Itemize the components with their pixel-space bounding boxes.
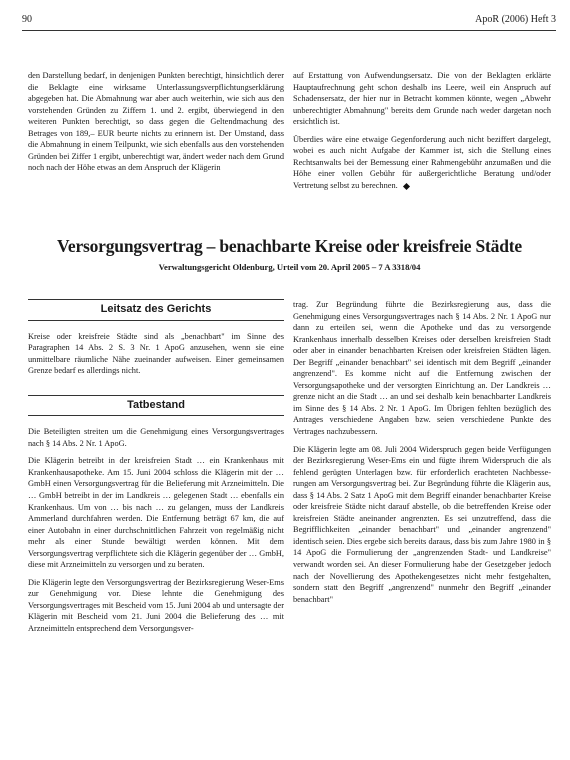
journal-running-head: ApoR (2006) Heft 3: [475, 14, 556, 25]
paragraph: den Darstellung bedarf, in denjenigen Punkten berechtigt, hinsichtlich derer die Beklagte eine wirksame Unterlassungsverpflichtungserklärung abgegeben hat. Die Abmahnung war aber auch weiterhin, wie sich aus den vorstehenden Gründen zu Ziffern 1. und 2. ergibt, überwiegend in den weiteren Punkten berechtigt, so dass gegen die Geltendmachung des Betrages von 189,– EUR beurte nichts zu erinnern ist. Der Umstand, dass die Abmahnung in einem Teilpunkt, wie sich ebenfalls aus den vorstehenden Gründen bei Ziffer 1 ergibt, unberechtigt war, ändert weder nach dem Grund noch nach der Höhe etwas an dem Anspruch der Klägerin: [28, 71, 284, 173]
article-title: Versorgungsvertrag – benachbarte Kreise oder kreisfreie Städte: [57, 236, 522, 256]
page-header: [22, 14, 556, 30]
paragraph-text: Überdies wäre eine etwaige Gegenforderung auch nicht beziffert dargelegt, wobei es auch nicht Aufgabe der Kammer ist, sich die Stellung eines Rechtsanwalts bei der Bemessung einer Rahmengebühr anzumaßen und die Höhe einer vollen Gebühr für außergerichtliche Beratung und/oder Vertretung selbst zu berechnen.: [293, 134, 551, 190]
previous-article-left-column: [28, 70, 284, 180]
paragraph: Kreise oder kreisfreie Städte sind als „benachbart" im Sinne des Paragraphen 14 Abs. 2 S. 3 Nr. 1 ApoG anzusehen, wenn sie eine unmittelbare räumliche Nähe zueinander aufweisen. Einer gemeinsamen Grenze bedarf es allerdings nicht.: [28, 331, 284, 376]
page-number: 90: [22, 14, 32, 25]
paragraph: Die Klägerin legte am 08. Juli 2004 Widerspruch gegen beide Verfügungen der Bezirksregierung Weser-Ems ein und fügte ihrem Widerspruch die als fehlend gerügten Unterlagen bzw. für erforderlich erachteten Nachbesserungen am Versorgungsvertrag bei. Zur Begründung führte die Klägerin aus, dass § 14 Abs. 2 Satz 1 ApoG mit dem Begriff einander benachbarter Kreise oder kreisfreie Städte nicht darauf abstelle, ob die betreffenden Kreise oder kreisfreien Städte aneinander angrenzten. Es sei unzutreffend, dass die Begrifflichkeiten „einander benachbart" und „einander angrenzend" identisch seien. Dies ergebe sich bereits daraus, dass bis zum Jahre 1980 in § 14 ApoG die Formulierung der „angrenzenden Stadt- und Landkreise" verwandt worden sei. An dieser Formulierung habe der Gesetzgeber jedoch nach der Novellierung des Apothekengesetzes nicht mehr festgehalten, sondern statt den Begriff „angrenzend" nunmehr den Begriff „einander benachbart": [293, 444, 551, 604]
paragraph-last: [293, 134, 551, 192]
paragraph: Die Klägerin legte den Versorgungsvertrag der Bezirksregierung Weser-Ems zur Genehmigung vor. Diese lehnte die Genehmigung des Versorgungsvertrages mit Bescheid vom 15. Juni 2004 ab und untersagte der Klägerin mit Bescheid vom 21. Juni 2004 die Belieferung des … mit Arzneimitteln entsprechend dem Versorgungsver-: [28, 577, 284, 634]
section-heading-tatbestand: Tatbestand: [28, 395, 284, 417]
paragraph: auf Erstattung von Aufwendungsersatz. Die von der Beklagten erklärte Hauptaufrechnung geht schon deshalb ins Leere, weil ein Anspruch auf Schadensersatz, der hier nur in Betracht kommen könnte, wegen „Abwehr unberechtigter Abmahnung" bereits dem Grunde nach weder dargetan noch ersichtlich ist.: [293, 71, 551, 127]
section-heading-leitsatz: Leitsatz des Gerichts: [28, 299, 284, 321]
previous-article-right-column: [293, 70, 551, 197]
header-rule: [22, 30, 556, 31]
article-right-column: [293, 299, 551, 611]
court-decision-citation: Verwaltungsgericht Oldenburg, Urteil vom 20. April 2005 – 7 A 3318/04: [158, 262, 421, 272]
paragraph: Die Beteiligten streiten um die Genehmigung eines Versorgungsvertrages nach § 14 Abs. 2 Nr. 1 ApoG.: [28, 427, 284, 448]
article-left-column: [28, 299, 284, 641]
paragraph: Die Klägerin betreibt in der kreisfreien Stadt … ein Krankenhaus mit Krankenhausapotheke. Am 15. Juni 2004 schloss die Klägerin mit der … GmbH einen Versorgungsvertrag für die Belieferung mit Arzneimitteln. Die … GmbH betreibt in der im Landkreis … gelegenen Stadt … ebenfalls ein Krankenhaus. Um von … bis nach … zu gelangen, muss der Landkreis Ammerland durchfahren werden. Die Entfernung beträgt 67 km, die auf einer Autobahn in einer durchschnittlichen Fahrzeit von regelmäßig nicht mehr als einer Stunde bewältigt werden können. Mit dem Versorgungsvertrag verpflichtete sich die Klägerin gegenüber der … GmbH, diese mit Arzneimitteln zu versorgen und zu beraten.: [28, 456, 284, 570]
paragraph: trag. Zur Begründung führte die Bezirksregierung aus, dass die Genehmigung eines Versorgungsvertrages nach § 14 Abs. 2 Nr. 1 ApoG nur dann zu erteilen sei, wenn die Apotheke und das zu versorgende Krankenhaus innerhalb desselben Kreises oder derselben kreisfreien Stadt oder aber in einander benachbarten Kreisen oder kreisfreien Städten lägen. Der Begriff „einander benachbart" sei identisch mit dem Begriff „einander angrenzend". Es komme nicht auf die Entfernung zwischen der Versorgungsapotheke und der versorgten Einrichtung an. Der Landkreis … grenze nicht an die Stadt … an und sei deshalb kein benachbarter Landkreis im Sinne des § 14 Abs. 2 Nr. 1 ApoG. Im Übrigen fehlten bezüglich des Antrages verschiedene Angaben bzw. seien verschiedene Punkte des Vertrages nachzubessern.: [293, 300, 551, 437]
end-of-article-mark-icon: [403, 182, 410, 189]
